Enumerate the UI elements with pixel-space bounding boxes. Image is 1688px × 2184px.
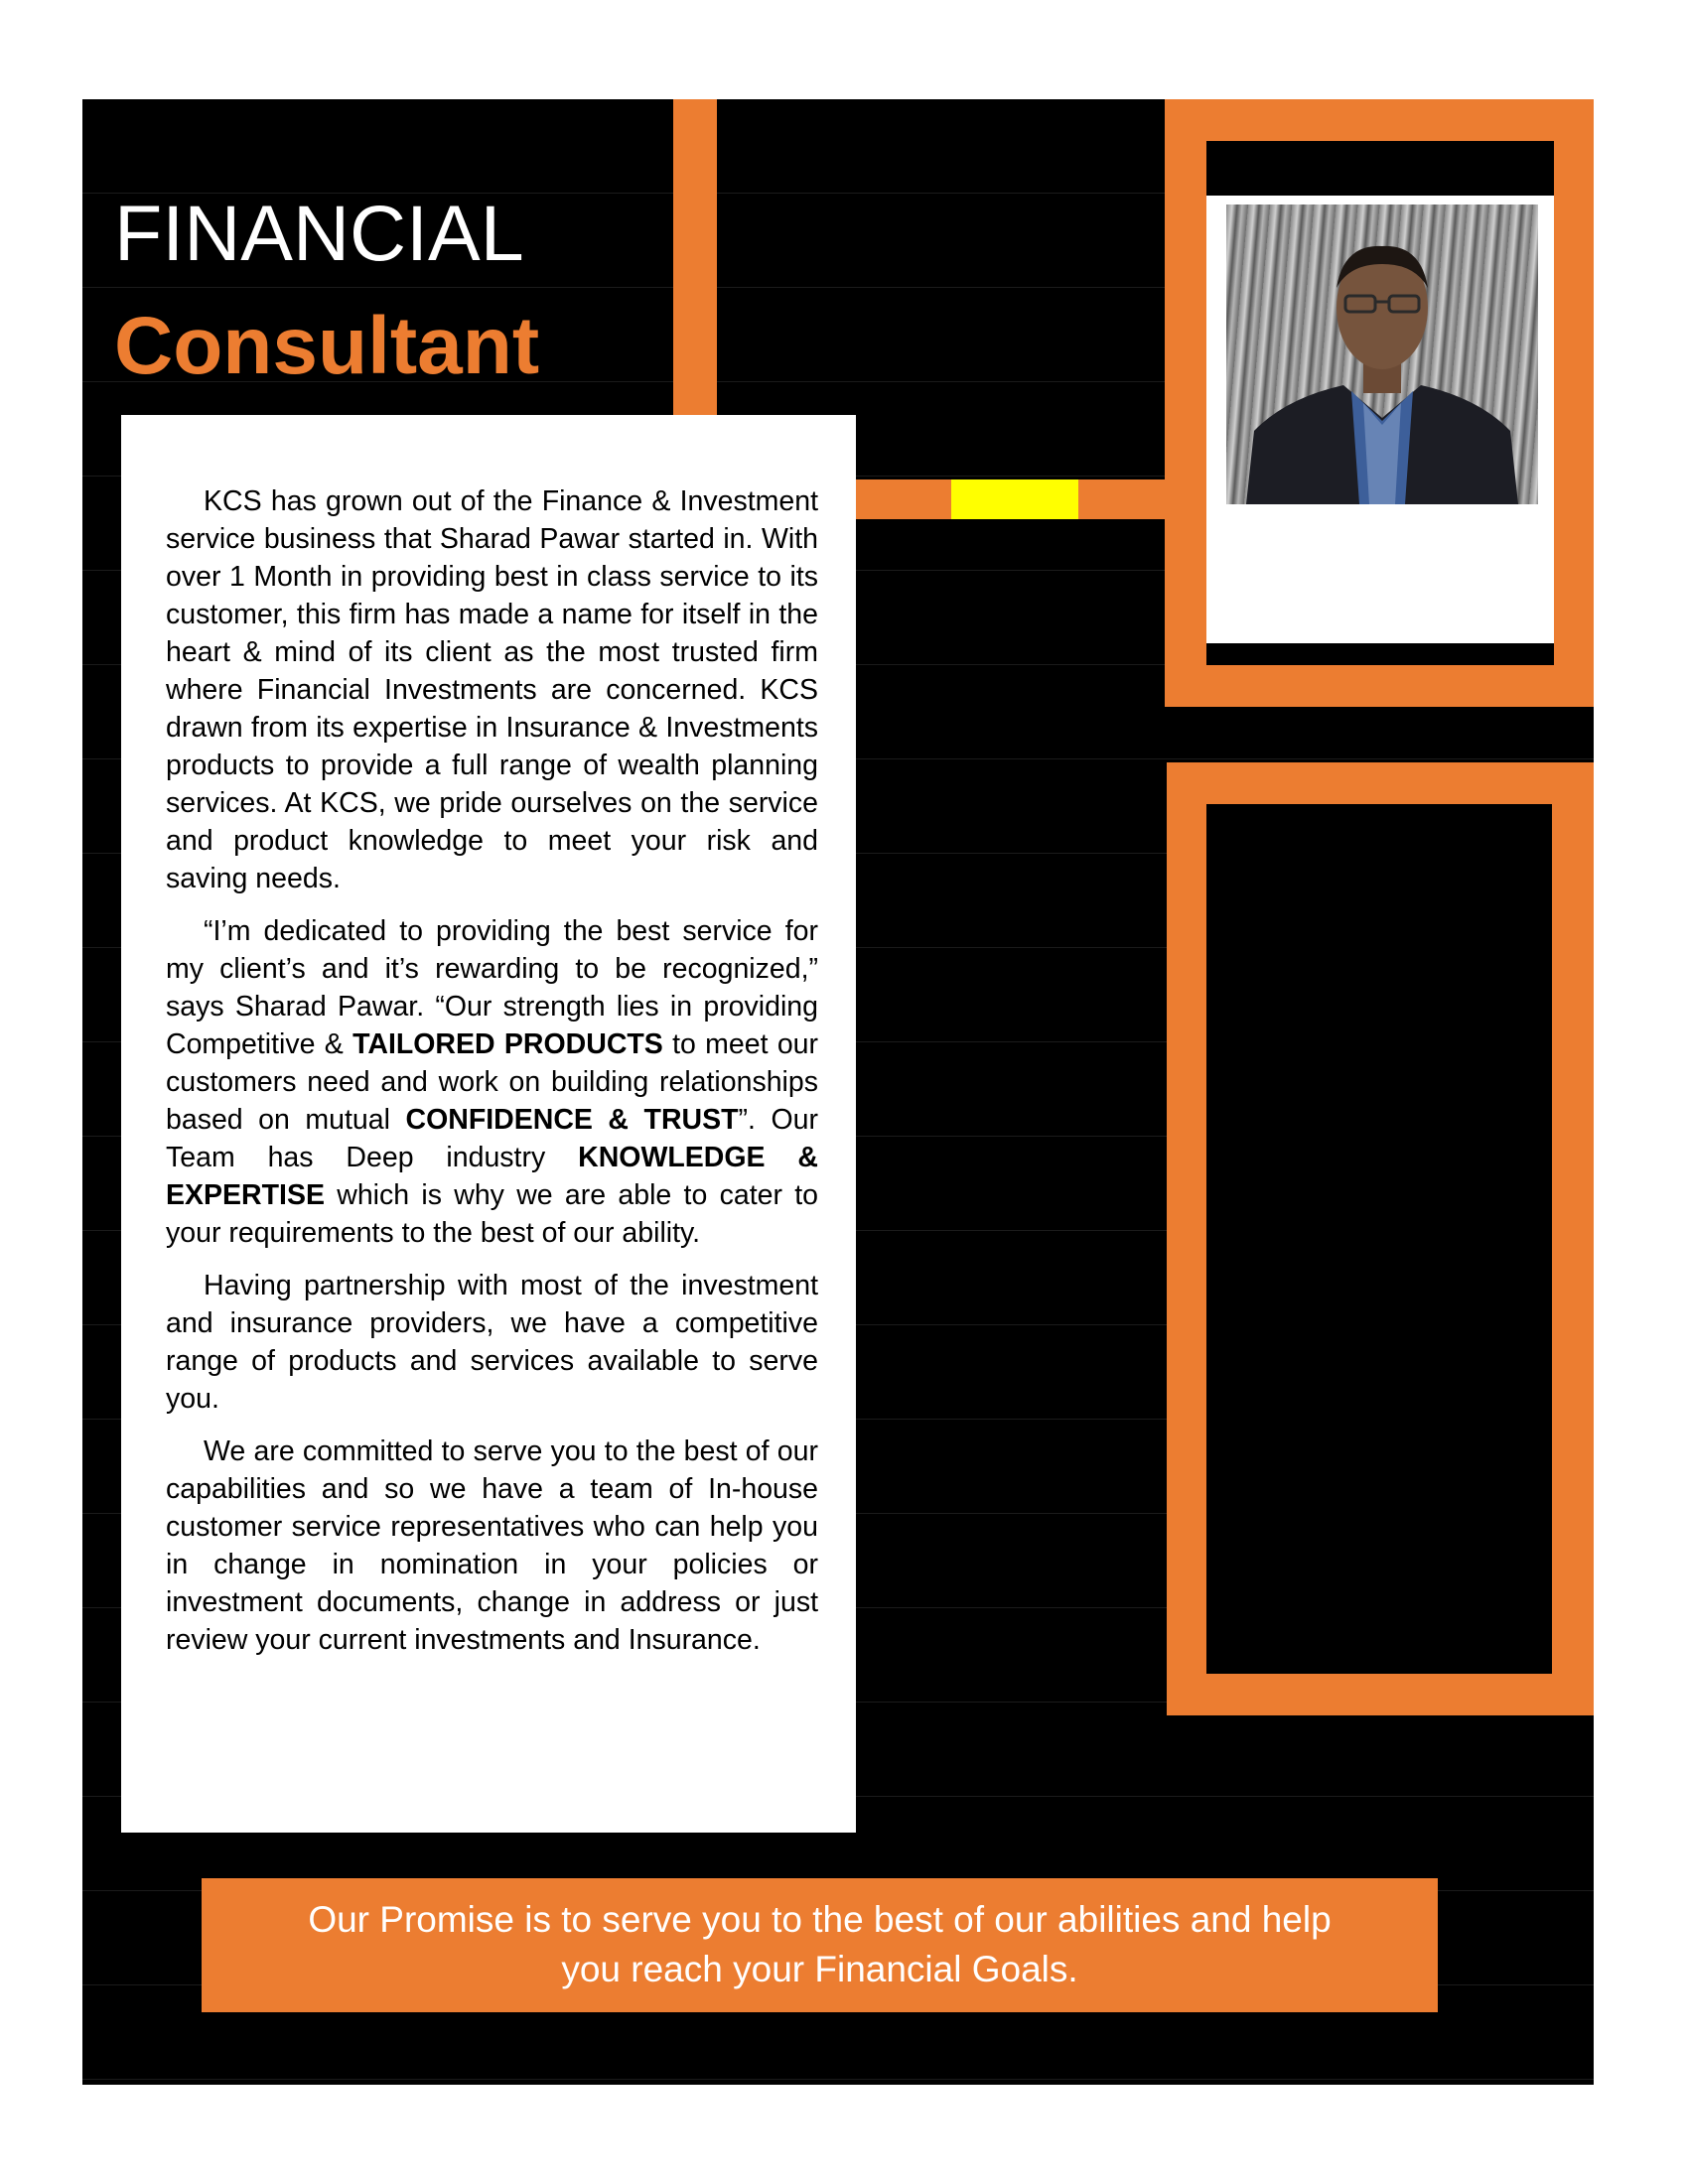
- text-card: [121, 415, 856, 1833]
- promise-banner: [202, 1878, 1438, 2012]
- orange-connector-bar-right: [1078, 479, 1168, 519]
- emphasis-knowledge-expertise: KNOWLEDGE & EXPERTISE: [166, 1142, 818, 1211]
- photo-frame: [1165, 99, 1594, 707]
- emphasis-tailored-products: TAILORED PRODUCTS: [352, 1028, 663, 1060]
- paragraph-commitment: We are committed to serve you to the best of our capabilities and so we have a team of In-house customer service representatives who can help you in change in nomination in your policies or investment documents, change in address or just review your current investments and Insurance.: [166, 1435, 818, 1656]
- orange-connector-bar: [856, 479, 951, 519]
- yellow-connector-bar: [951, 479, 1078, 519]
- paragraph-partnership: Having partnership with most of the investment and insurance providers, we have a competitive range of products and services available to serve you.: [166, 1270, 818, 1415]
- promise-line-2: you reach your Financial Goals.: [561, 1949, 1078, 1989]
- empty-frame-inner: [1206, 804, 1552, 1674]
- paragraph-quote: [166, 912, 818, 1252]
- title-consultant: Consultant: [114, 301, 540, 391]
- quote-text-2: to meet our customers need and work on building relationships based on mutual: [166, 1028, 819, 1136]
- photo-frame-inner: [1206, 141, 1554, 665]
- emphasis-confidence-trust: CONFIDENCE & TRUST: [405, 1104, 739, 1136]
- title-financial: FINANCIAL: [114, 189, 524, 277]
- paragraph-about: KCS has grown out of the Finance & Investment service business that Sharad Pawar started in. With over 1 Month in providing best in class service to its customer, this firm has made a name for itself in the heart & mind of its client as the most trusted firm where Financial Investments are concerned. KCS drawn from its expertise in Insurance & Investments products to provide a full range of wealth planning services. At KCS, we pride ourselves on the service and product knowledge to meet your risk and saving needs.: [166, 485, 818, 894]
- empty-orange-frame: [1167, 762, 1594, 1715]
- person-icon: [1226, 205, 1538, 504]
- orange-vertical-stripe: [673, 99, 717, 415]
- promise-line-1: Our Promise is to serve you to the best of our abilities and help: [308, 1899, 1332, 1940]
- consultant-portrait: [1226, 205, 1538, 504]
- quote-text-4: which is why we are able to cater to your requirements to the best of our ability.: [166, 1179, 818, 1249]
- quote-text-1: “I’m dedicated to providing the best service for my client’s and it’s rewarding to be recognized,” says Sharad Pawar. “Our strength lies in providing Competitive &: [166, 915, 818, 1060]
- quote-text-3: ”. Our Team has Deep industry: [166, 1104, 818, 1173]
